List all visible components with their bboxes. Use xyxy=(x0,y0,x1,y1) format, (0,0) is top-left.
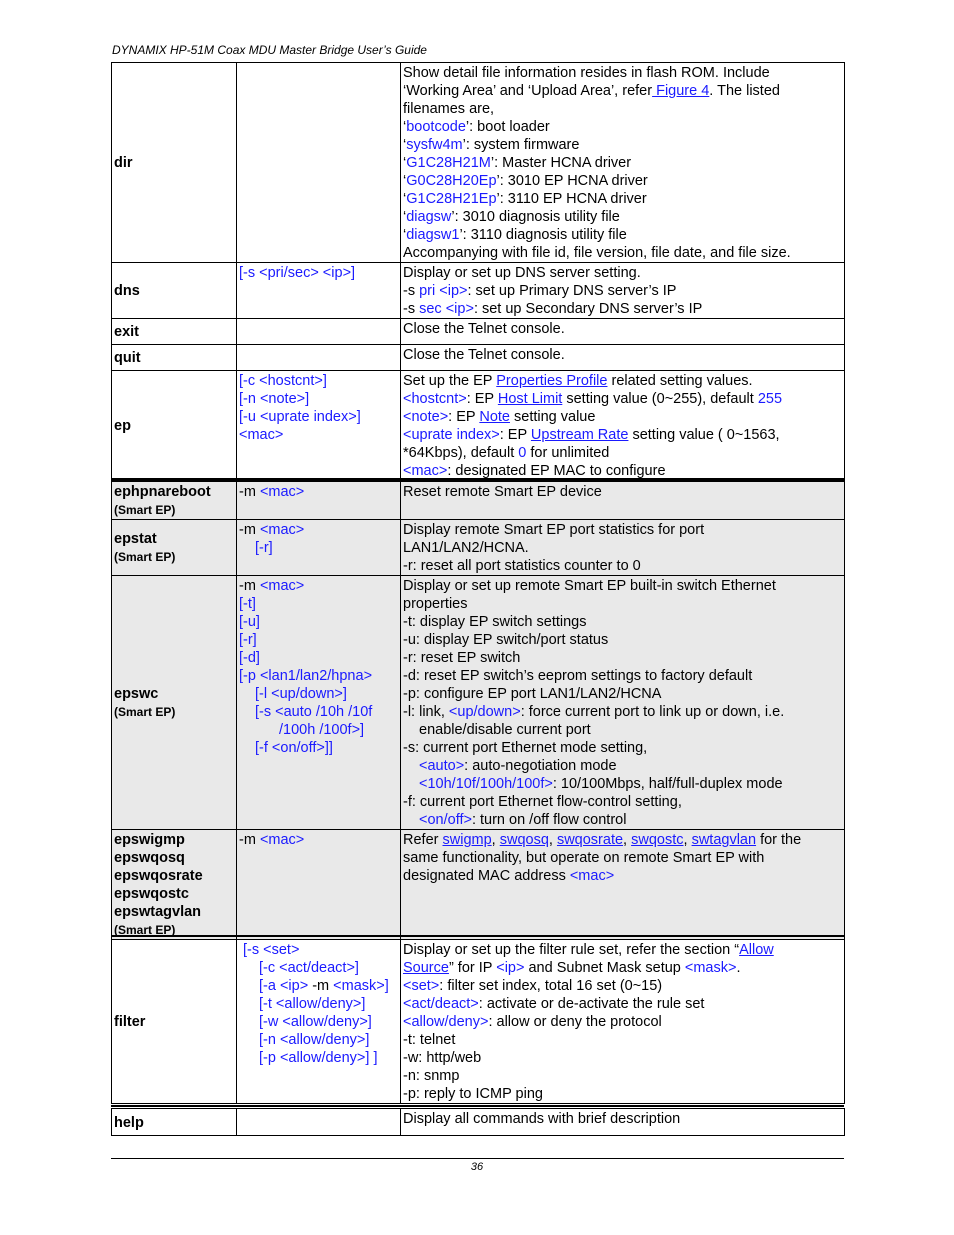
command-name: dir xyxy=(112,63,237,263)
desc-text: -s xyxy=(403,301,420,317)
desc-text: : set up Secondary DNS server’s IP xyxy=(473,301,703,317)
document-header: DYNAMIX HP-51M Coax MDU Master Bridge User’s Guide xyxy=(112,43,427,57)
swqosq-link[interactable]: swqosq xyxy=(499,832,549,848)
file-name: diagsw xyxy=(406,209,452,225)
param-text: <mac> xyxy=(569,868,615,884)
table-row xyxy=(112,63,845,263)
param-text: [-s xyxy=(243,942,264,958)
param-text: 255 xyxy=(757,391,783,407)
command-name xyxy=(112,830,237,940)
param-text: <mac> xyxy=(259,484,305,500)
param-text: <note> xyxy=(403,409,449,425)
param-text: <mask> xyxy=(684,960,737,976)
desc-text: designated MAC address xyxy=(403,868,570,884)
desc-text: -t: display EP switch settings xyxy=(403,614,587,630)
file-desc: ’: boot loader xyxy=(465,119,550,135)
desc-text: Display or set up remote Smart EP built-in switch Ethernet xyxy=(403,578,776,594)
desc-text: -w: http/web xyxy=(403,1050,482,1066)
param-text: -m xyxy=(308,978,334,994)
param-text: 0 xyxy=(518,445,527,461)
separator: , xyxy=(683,832,692,848)
param-text: <auto> xyxy=(419,758,465,774)
param-text: <act/deact> xyxy=(403,996,479,1012)
param-text: -m xyxy=(239,522,260,538)
file-name: diagsw1 xyxy=(406,227,460,243)
file-item: ‘diagsw1’: 3110 diagnosis utility file xyxy=(403,227,627,243)
param-text: <lan1/lan2/hpna> xyxy=(259,668,373,684)
param-text: <up/down>] xyxy=(271,686,347,702)
file-name: bootcode xyxy=(406,119,466,135)
param-text: [-s xyxy=(239,265,260,281)
command-params xyxy=(237,319,401,345)
desc-text: *64Kbps), default xyxy=(403,445,519,461)
command-description xyxy=(401,520,845,576)
file-item: ‘diagsw’: 3010 diagnosis utility file xyxy=(403,209,620,225)
param-text: [-d] xyxy=(239,650,260,666)
command-name: quit xyxy=(112,345,237,371)
desc-text: . xyxy=(736,960,741,976)
desc-text: Display or set up the filter rule set, refer the section “ xyxy=(403,942,740,958)
file-name: G1C28H21M xyxy=(406,155,491,171)
swqostc-link[interactable]: swqostc xyxy=(631,832,684,848)
param-text: <allow/deny> xyxy=(403,1014,489,1030)
param-text: [-r] xyxy=(239,632,257,648)
desc-text: Set up the EP xyxy=(403,373,497,389)
param-text: <ip> xyxy=(279,978,309,994)
command-name: help xyxy=(112,1109,237,1136)
param-text: <set> xyxy=(263,942,300,958)
separator: , xyxy=(491,832,500,848)
command-name: exit xyxy=(112,319,237,345)
param-text: /100h /100f>] xyxy=(279,722,365,738)
command-name: dns xyxy=(112,263,237,319)
swtagvlan-link[interactable]: swtagvlan xyxy=(691,832,757,848)
command-subtitle: (Smart EP) xyxy=(114,503,176,517)
param-text: [-s xyxy=(255,704,276,720)
command-subtitle: (Smart EP) xyxy=(114,705,176,719)
desc-text: -d: reset EP switch’s eeprom settings to factory default xyxy=(403,668,753,684)
desc-text: LAN1/LAN2/HCNA. xyxy=(403,540,529,556)
table-row xyxy=(112,482,845,520)
desc-text: : force current port to link up or down, i.e. xyxy=(520,704,785,720)
desc-text: -r: reset all port statistics counter to 0 xyxy=(403,558,641,574)
file-desc: ’: 3010 EP HCNA driver xyxy=(496,173,648,189)
param-text: [-c xyxy=(259,960,280,976)
param-text: <hostcnt>] xyxy=(259,373,327,389)
desc-text: : designated EP MAC to configure xyxy=(447,463,666,479)
command-params xyxy=(237,520,401,576)
command-params xyxy=(237,1109,401,1136)
param-text: <mac> xyxy=(239,427,284,443)
command-table xyxy=(111,62,845,481)
param-text: <auto /10h /10f xyxy=(275,704,373,720)
param-text: [-u] xyxy=(239,614,260,630)
param-text: <up/down> xyxy=(448,704,521,720)
desc-text: : EP xyxy=(448,409,480,425)
table-row xyxy=(112,371,845,481)
desc-text: -t: telnet xyxy=(403,1032,456,1048)
param-text: <on/off>]] xyxy=(271,740,333,756)
desc-text: -u: display EP switch/port status xyxy=(403,632,609,648)
page-number: 36 xyxy=(470,1161,484,1173)
allow-source-link[interactable]: Allow xyxy=(739,942,774,958)
param-text: <uprate index>] xyxy=(259,409,361,425)
note-link[interactable]: Note xyxy=(479,409,510,425)
command-table xyxy=(111,939,845,1104)
table-row xyxy=(112,520,845,576)
desc-text: -l: link, xyxy=(403,704,449,720)
command-description xyxy=(401,576,845,830)
param-text: <allow/deny>] ] xyxy=(279,1050,378,1066)
swqosrate-link[interactable]: swqosrate xyxy=(556,832,624,848)
param-text: [-l xyxy=(255,686,272,702)
divider xyxy=(111,478,844,480)
table-row xyxy=(112,576,845,830)
file-name: G1C28H21Ep xyxy=(406,191,497,207)
command-name-text: epswtagvlan xyxy=(114,904,202,920)
command-description: Reset remote Smart EP device xyxy=(401,482,845,520)
command-name-text: epswqosq xyxy=(114,850,185,866)
table-row xyxy=(112,319,845,345)
command-params xyxy=(237,482,401,520)
desc-text: : EP xyxy=(466,391,498,407)
file-item: ‘G1C28H21Ep’: 3110 EP HCNA driver xyxy=(403,191,647,207)
desc-text: same functionality, but operate on remote Smart EP with xyxy=(403,850,765,866)
param-text: sec <ip> xyxy=(419,301,474,317)
command-subtitle: (Smart EP) xyxy=(114,550,176,564)
file-name: sysfw4m xyxy=(406,137,463,153)
command-name-text: epswqostc xyxy=(114,886,189,902)
desc-text: filenames are, xyxy=(403,101,495,117)
param-text: <allow/deny>] xyxy=(275,996,366,1012)
allow-source-link[interactable]: Source xyxy=(403,960,449,976)
desc-text: ‘Working Area’ and ‘Upload Area’, refer xyxy=(403,83,653,99)
command-name-text: epstat xyxy=(114,531,157,547)
desc-text: Accompanying with file id, file version, file date, and file size. xyxy=(403,245,791,261)
param-text: -m xyxy=(239,578,260,594)
desc-text: -r: reset EP switch xyxy=(403,650,521,666)
param-text: <mac> xyxy=(259,578,305,594)
desc-text: : auto-negotiation mode xyxy=(464,758,617,774)
command-name-text: epswc xyxy=(114,686,159,702)
command-name: ep xyxy=(112,371,237,481)
desc-text: -n: snmp xyxy=(403,1068,460,1084)
desc-text: -s: current port Ethernet mode setting, xyxy=(403,740,648,756)
param-text: [-n xyxy=(259,1032,280,1048)
file-desc: ’: 3110 diagnosis utility file xyxy=(459,227,627,243)
table-row xyxy=(112,345,845,371)
desc-text: ” for IP xyxy=(448,960,497,976)
properties-profile-link[interactable]: Properties Profile xyxy=(496,373,608,389)
command-table xyxy=(111,1108,845,1136)
param-text: [-u xyxy=(239,409,260,425)
param-text: [-a xyxy=(259,978,280,994)
param-text: <mac> xyxy=(403,463,448,479)
param-text: <mac> xyxy=(259,522,305,538)
param-text: [-c xyxy=(239,373,260,389)
command-params xyxy=(237,940,401,1104)
param-text: [-t xyxy=(259,996,276,1012)
param-text: <act/deact>] xyxy=(279,960,359,976)
file-desc: ’: 3010 diagnosis utility file xyxy=(451,209,620,225)
desc-text: : allow or deny the protocol xyxy=(488,1014,662,1030)
desc-text: : set up Primary DNS server’s IP xyxy=(467,283,677,299)
command-params xyxy=(237,63,401,263)
param-text: [-w xyxy=(259,1014,283,1030)
table-row xyxy=(112,830,845,940)
desc-text: for the xyxy=(756,832,802,848)
host-limit-link[interactable]: Host Limit xyxy=(497,391,563,407)
desc-text: : EP xyxy=(499,427,531,443)
desc-text: properties xyxy=(403,596,468,612)
desc-text: Show detail file information resides in flash ROM. Include xyxy=(403,65,770,81)
param-text: -m xyxy=(239,484,260,500)
desc-text: . The listed xyxy=(709,83,780,99)
command-name xyxy=(112,576,237,830)
file-item: ‘bootcode’: boot loader xyxy=(403,119,550,135)
desc-text: : filter set index, total 16 set (0~15) xyxy=(439,978,663,994)
param-text: <pri/sec> <ip>] xyxy=(259,265,356,281)
param-text: <10h/10f/100h/100f> xyxy=(419,776,553,792)
command-name-text: ephpnareboot xyxy=(114,484,211,500)
desc-text: related setting values. xyxy=(607,373,753,389)
divider xyxy=(111,1105,844,1107)
desc-text: : 10/100Mbps, half/full-duplex mode xyxy=(552,776,783,792)
desc-text: enable/disable current port xyxy=(419,722,591,738)
desc-text: setting value ( 0~1563, xyxy=(628,427,780,443)
file-item: ‘G0C28H20Ep’: 3010 EP HCNA driver xyxy=(403,173,648,189)
command-name xyxy=(112,482,237,520)
param-text: <on/off> xyxy=(419,812,472,828)
command-name-text: epswigmp xyxy=(114,832,185,848)
desc-text: -s xyxy=(403,283,420,299)
param-text: [-f xyxy=(255,740,272,756)
file-item: ‘sysfw4m’: system firmware xyxy=(403,137,580,153)
desc-text: Display or set up DNS server setting. xyxy=(403,265,641,281)
param-text: <uprate index> xyxy=(403,427,500,443)
command-description xyxy=(401,830,845,940)
command-name xyxy=(112,520,237,576)
param-text: [-p xyxy=(259,1050,280,1066)
command-params xyxy=(237,576,401,830)
param-text: <set> xyxy=(403,978,440,994)
param-text: <allow/deny>] xyxy=(279,1032,370,1048)
table-row xyxy=(112,263,845,319)
command-table xyxy=(111,481,845,940)
desc-text: -p: reply to ICMP ping xyxy=(403,1086,543,1102)
command-name: filter xyxy=(112,940,237,1104)
desc-text: : turn on /off flow control xyxy=(471,812,627,828)
upstream-rate-link[interactable]: Upstream Rate xyxy=(530,427,629,443)
separator: , xyxy=(623,832,632,848)
desc-text: setting value (0~255), default xyxy=(562,391,758,407)
param-text: [-r] xyxy=(255,540,273,556)
desc-text: for unlimited xyxy=(526,445,610,461)
table-row xyxy=(112,1109,845,1136)
table-row xyxy=(112,940,845,1104)
command-params xyxy=(237,371,401,481)
command-description xyxy=(401,371,845,481)
param-text: <mac> xyxy=(259,832,305,848)
divider xyxy=(111,935,844,937)
command-description: Display all commands with brief description xyxy=(401,1109,845,1136)
separator: , xyxy=(548,832,557,848)
figure-link[interactable]: Figure 4 xyxy=(652,83,710,99)
param-text: -m xyxy=(239,832,260,848)
command-description xyxy=(401,940,845,1104)
command-name-text: epswqosrate xyxy=(114,868,203,884)
param-text: <ip> xyxy=(496,960,525,976)
desc-text: setting value xyxy=(509,409,596,425)
param-text: <allow/deny>] xyxy=(282,1014,372,1030)
command-description xyxy=(401,263,845,319)
file-desc: ’: 3110 EP HCNA driver xyxy=(496,191,647,207)
param-text: pri <ip> xyxy=(419,283,468,299)
command-params xyxy=(237,345,401,371)
param-text: [-n xyxy=(239,391,260,407)
command-description: Close the Telnet console. xyxy=(401,319,845,345)
footer-divider xyxy=(111,1158,844,1159)
command-description: Close the Telnet console. xyxy=(401,345,845,371)
param-text: [-p xyxy=(239,668,260,684)
param-text: <hostcnt> xyxy=(403,391,467,407)
swigmp-link[interactable]: swigmp xyxy=(442,832,492,848)
param-text: <note>] xyxy=(259,391,310,407)
desc-text: Refer xyxy=(403,832,443,848)
command-description xyxy=(401,63,845,263)
file-name: G0C28H20Ep xyxy=(406,173,497,189)
desc-text: -f: current port Ethernet flow-control setting, xyxy=(403,794,682,810)
param-text: [-t] xyxy=(239,596,256,612)
desc-text: : activate or de-activate the rule set xyxy=(478,996,705,1012)
file-desc: ’: Master HCNA driver xyxy=(490,155,632,171)
command-params xyxy=(237,830,401,940)
param-text: <mask>] xyxy=(333,978,389,994)
desc-text: and Subnet Mask setup xyxy=(524,960,685,976)
file-item: ‘G1C28H21M’: Master HCNA driver xyxy=(403,155,632,171)
command-subtitle: (Smart EP) xyxy=(114,923,176,937)
file-desc: ’: system firmware xyxy=(462,137,580,153)
command-params xyxy=(237,263,401,319)
desc-text: Display remote Smart EP port statistics for port xyxy=(403,522,705,538)
desc-text: -p: configure EP port LAN1/LAN2/HCNA xyxy=(403,686,662,702)
